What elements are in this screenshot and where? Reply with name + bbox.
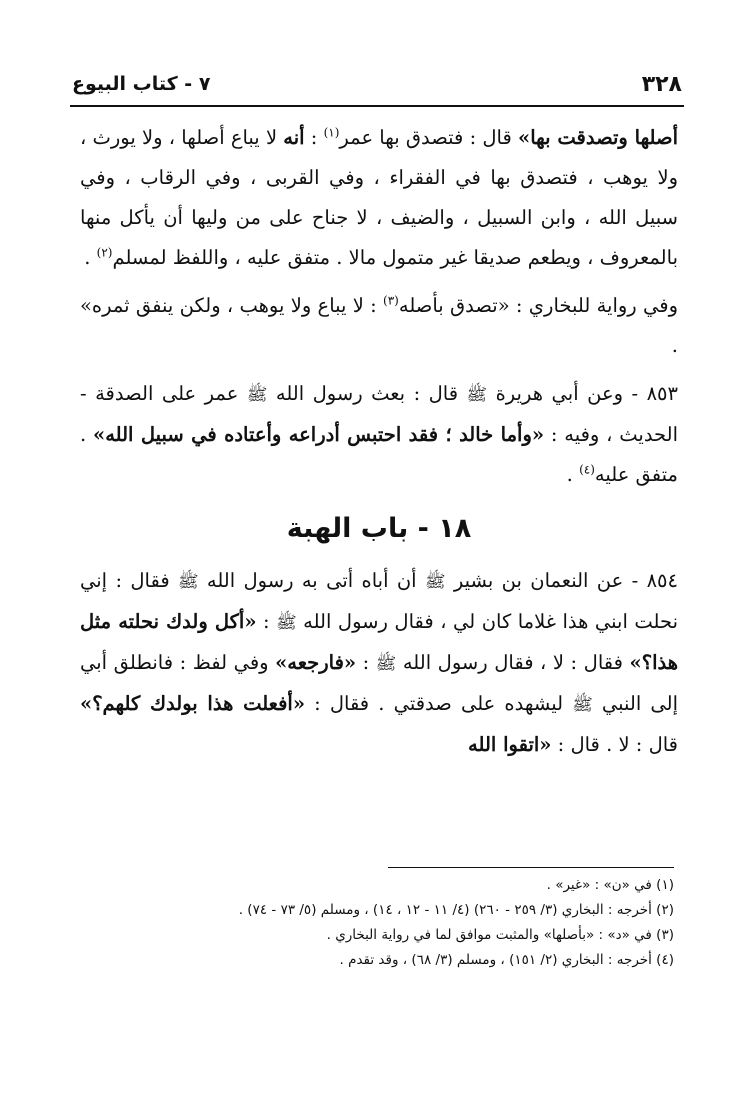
- bold-text: «أكل ولدك نحلته مثل هذا؟»: [80, 610, 679, 674]
- bold-text: «اتقوا الله: [468, 733, 552, 756]
- footnote-ref: (٤): [579, 462, 595, 477]
- text-run: ٨٥٤ - عن النعمان بن بشير: [445, 569, 678, 592]
- footnote: (٤) أخرجه : البخاري (٢/ ١٥١) ، ومسلم (٣/ ٦٨) ، وقد تقدم .: [339, 952, 674, 968]
- body-text: [80, 118, 678, 765]
- bold-text: «أفعلت هذا بولدك كلهم؟»: [80, 692, 306, 715]
- bold-text: «وأما خالد ؛ فقد احتبس أدراعه وأعتاده في سبيل الله»: [93, 423, 545, 446]
- footnote-ref: (٣): [383, 293, 399, 308]
- bold-text: أنه: [283, 126, 305, 149]
- paragraph-bukhari-narration: [80, 286, 678, 366]
- footnote: (٣) في «د» : «بأصلها» والمثبت موافق لما في رواية البخاري .: [326, 927, 674, 943]
- text-run: ٨٥٣ - وعن أبي هريرة: [487, 382, 678, 405]
- text-run: قال : فتصدق بها عمر: [339, 126, 519, 149]
- honorific-symbol: ﷺ: [424, 572, 446, 592]
- text-run: قال : بعث رسول الله: [267, 382, 467, 405]
- text-run: :: [256, 610, 277, 633]
- honorific-symbol: ﷺ: [466, 385, 488, 405]
- honorific-symbol: ﷺ: [375, 654, 397, 674]
- paragraph-hadith-854: [80, 561, 678, 765]
- text-run: أن أباه أتى به رسول الله: [198, 569, 425, 592]
- paragraph-hadith-853: [80, 374, 678, 495]
- text-run: : لا يباع ولا يوهب ، ولكن ينفق ثمره» .: [80, 294, 678, 357]
- chapter-heading: ١٨ - باب الهبة: [286, 513, 472, 544]
- text-run: لا يباع أصلها ، ولا يورث ، ولا يوهب ، فتصدق بها في الفقراء ، وفي القربى ، وفي الرقاب ، وفي سبيل الله ، وابن السبيل ، والضيف ، لا جناح على من وليها أن يأكل منها بالمعروف ، ويطعم صديقا غير متمول مالا . متفق عليه ، واللفظ لمسلم: [80, 126, 678, 269]
- honorific-symbol: ﷺ: [276, 613, 297, 633]
- honorific-symbol: ﷺ: [178, 572, 199, 592]
- text-run: ليشهده على صدقتي . فقال :: [305, 692, 573, 715]
- text-run: وفي رواية للبخاري : «تصدق بأصله: [398, 294, 678, 317]
- running-title: ٧ - كتاب البيوع: [72, 73, 211, 95]
- footnotes: [76, 873, 674, 973]
- footnote-rule: [388, 867, 674, 868]
- page-number: ٣٢٨: [641, 71, 682, 97]
- text-run: وفي لفظ : فانطلق أبي إلى النبي: [80, 651, 679, 715]
- bold-text: أصلها وتصدقت بها»: [518, 126, 678, 149]
- honorific-symbol: ﷺ: [246, 385, 268, 405]
- text-run: :: [356, 651, 376, 674]
- text-run: قال : لا . قال :: [551, 733, 678, 756]
- text-run: :: [304, 126, 324, 149]
- text-run: عمر على الصدقة - الحديث ، وفيه :: [80, 382, 679, 446]
- bold-text: «فارجعه»: [275, 651, 357, 674]
- honorific-symbol: ﷺ: [572, 695, 593, 715]
- page-header: [72, 64, 682, 104]
- footnote-ref: (٢): [96, 245, 113, 260]
- text-run: فقال : لا ، فقال رسول الله: [396, 651, 630, 674]
- footnote: (٢) أخرجه : البخاري (٣/ ٢٥٩ - ٢٦٠) (٤/ ١١ - ١٢ ، ١٤) ، ومسلم (٥/ ٧٣ - ٧٤) .: [238, 902, 674, 918]
- text-run: .: [84, 246, 97, 269]
- header-rule: [70, 105, 684, 107]
- paragraph-continuation: [80, 118, 678, 278]
- text-run: . متفق عليه: [80, 423, 678, 486]
- footnote-ref: (١): [323, 125, 340, 140]
- text-run: .: [566, 463, 580, 486]
- text-run: فقال : إني نحلت ابني هذا غلاما كان لي ، فقال رسول الله: [80, 569, 678, 633]
- footnote: (١) في «ن» : «غير» .: [546, 877, 674, 893]
